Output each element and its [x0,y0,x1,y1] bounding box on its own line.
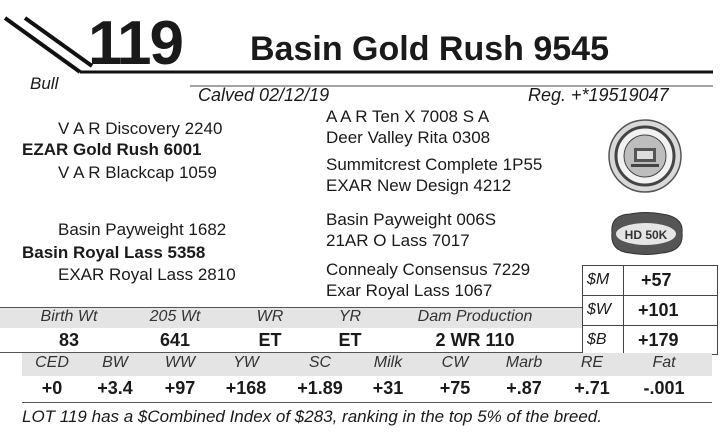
epd-value-fat: -.001 [643,378,685,398]
epd-value-milk: +31 [372,378,404,398]
pedigree-sire-sire: V A R Discovery 2240 [58,119,223,138]
pedigree-dd-dam: Exar Royal Lass 1067 [326,281,493,300]
calved-date: Calved 02/12/19 [198,85,330,105]
pedigree-sd-sire: Summitcrest Complete 1P55 [326,155,543,174]
epd-header-bw: BW [102,354,128,371]
performance-table [0,307,582,353]
epd-header-cw: CW [441,354,469,371]
footer-note: LOT 119 has a $Combined Index of $283, ranking in the top 5% of the breed. [22,407,602,426]
epd-header-sc: SC [308,354,332,371]
epd-header-milk: Milk [373,354,403,371]
index-label-m: $M [587,271,610,288]
lot-number-wrap [88,8,182,79]
pedigree-sire-dam: V A R Blackcap 1059 [58,163,217,182]
hd50k-badge [606,209,686,257]
index-label-w: $W [587,301,611,318]
perf-header-wr: WR [256,308,284,325]
index-box [582,265,718,355]
perf-header-yr: YR [338,308,362,325]
registration-number: Reg. +*19519047 [528,85,669,105]
perf-value-yr: ET [338,330,362,350]
epd-value-re: +.71 [574,378,610,398]
pedigree-ds-sire: Basin Payweight 006S [326,210,497,229]
epd-table [0,353,727,403]
pedigree-ds-dam: 21AR O Lass 7017 [326,231,470,250]
perf-value-205-wt: 641 [159,330,191,350]
pedigree-dam: Basin Royal Lass 5358 [22,243,206,262]
perf-header-dam-production: Dam Production [417,308,533,325]
pedigree-dam-dam: EXAR Royal Lass 2810 [58,265,236,284]
pedigree-sire: EZAR Gold Rush 6001 [22,140,202,159]
index-value-b: +179 [638,330,679,350]
pedigree-dd-sire: Connealy Consensus 7229 [326,260,531,279]
epd-value-bw: +3.4 [97,378,133,398]
pedigree-dam-sire: Basin Payweight 1682 [58,220,227,239]
pedigree-sd-dam: EXAR New Design 4212 [326,176,512,195]
epd-value-ww: +97 [164,378,196,398]
perf-value-dam-production: 2 WR 110 [435,330,515,350]
pedigree-ss-dam: Deer Valley Rita 0308 [326,128,491,147]
angus-seal-icon [607,118,683,194]
hd50k-label: HD 50K [624,228,668,242]
index-label-b: $B [587,331,607,348]
epd-value-cw: +75 [439,378,471,398]
epd-header-fat: Fat [652,354,676,371]
perf-value-wr: ET [258,330,282,350]
pedigree-ss-sire: A A R Ten X 7008 S A [326,107,490,126]
perf-header-birth-wt: Birth Wt [40,308,98,325]
index-value-m: +57 [641,270,672,290]
perf-value-birth-wt: 83 [58,330,80,350]
sex-label: Bull [30,74,59,93]
lot-number: 119 [88,9,183,78]
epd-value-marb: +.87 [506,378,542,398]
perf-header-205-wt: 205 Wt [149,308,201,325]
epd-header-yw: YW [233,354,259,371]
index-value-w: +101 [638,300,679,320]
epd-header-ced: CED [35,354,69,371]
animal-name: Basin Gold Rush 9545 [250,30,609,68]
epd-header-re: RE [580,354,604,371]
epd-header-marb: Marb [505,354,543,371]
epd-value-yw: +168 [225,378,267,398]
epd-value-ced: +0 [41,378,63,398]
animal-name-wrap [250,30,609,69]
epd-value-sc: +1.89 [297,378,343,398]
epd-header-ww: WW [164,354,196,371]
